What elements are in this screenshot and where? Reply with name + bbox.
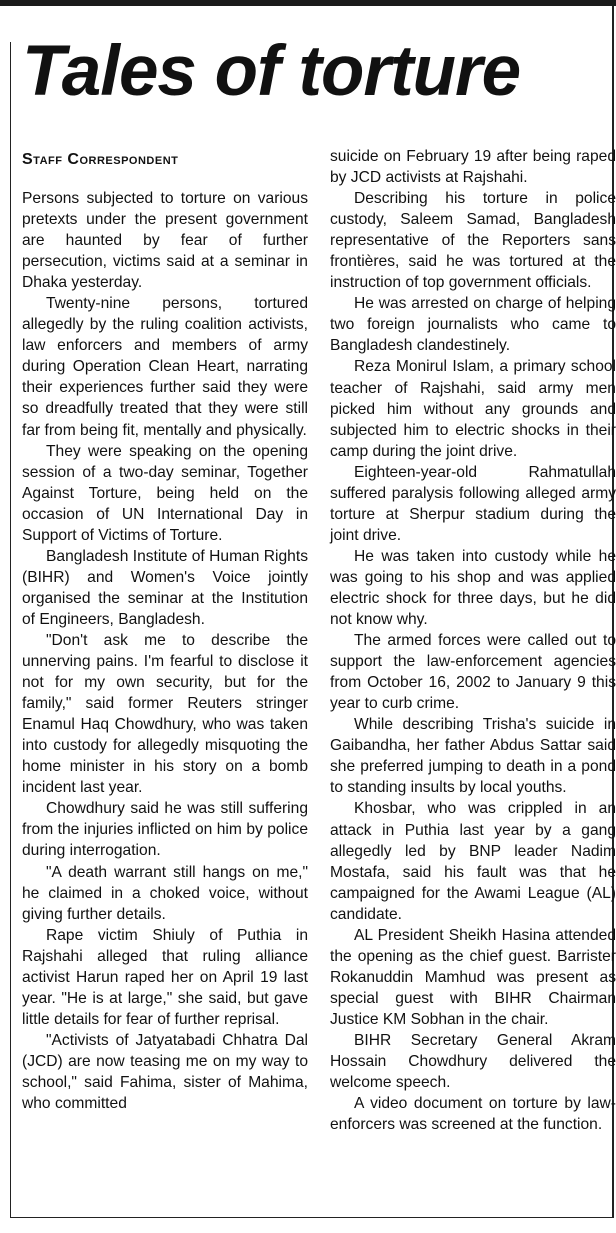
paragraph: AL President Sheikh Hasina attended the opening as the chief guest. Barrister Rokanuddin Mamhud was present as special guest with BIHR Chairman Justice KM Sobhan in the chair. xyxy=(330,926,616,1028)
left-border xyxy=(10,42,11,1217)
paragraph: "Activists of Jatyatabadi Chhatra Dal (JCD) are now teasing me on my way to school," said Fahima, sister of Mahima, who committed xyxy=(22,1031,308,1113)
paragraph: Describing his torture in police custody, Saleem Samad, Bangladesh representative of the Reporters sans frontières, said he was tortured at the instruction of top government officials. xyxy=(330,190,616,292)
paragraph: A video document on torture by law-enforcers was screened at the function. xyxy=(330,1095,616,1134)
paragraph: Bangladesh Institute of Human Rights (BIHR) and Women's Voice jointly organised the seminar at the Institution of Engineers, Bangladesh. xyxy=(22,547,308,628)
right-column xyxy=(330,146,616,1135)
paragraph: Reza Monirul Islam, a primary school teacher of Rajshahi, said army men picked him without any grounds and subjected him to electric shocks in their camp during the joint drive. xyxy=(330,358,616,460)
paragraph: Twenty-nine persons, tortured allegedly by the ruling coalition activists, law enforcers and members of army during Operation Clean Heart, narrating their experiences further said they were so dreadfully treated that they were still far from being fit, mentally and physically. xyxy=(22,295,308,439)
paragraph: He was arrested on charge of helping two foreign journalists who came to Bangladesh clandestinely. xyxy=(330,295,616,355)
paragraph: "A death warrant still hangs on me," he claimed in a choked voice, without giving further details. xyxy=(22,863,308,923)
paragraph: The armed forces were called out to support the law-enforcement agencies from October 16, 2002 to January 9 this year to curb crime. xyxy=(330,632,616,713)
top-border xyxy=(0,0,616,6)
paragraph: Chowdhury said he was still suffering from the injuries inflicted on him by police during interrogation. xyxy=(22,800,308,860)
byline: Staff Correspondent xyxy=(22,151,179,168)
paragraph: He was taken into custody while he was going to his shop and was applied electric shock for three days, but he did not know why. xyxy=(330,547,616,629)
paragraph: BIHR Secretary General Akram Hossain Chowdhury delivered the welcome speech. xyxy=(330,1031,616,1092)
headline: Tales of torture xyxy=(22,32,521,111)
bottom-border xyxy=(10,1217,614,1218)
paragraph: Persons subjected to torture on various pretexts under the present government are haunted by fear of further persecution, victims said at a seminar in Dhaka yesterday. xyxy=(22,190,308,292)
paragraph: They were speaking on the opening session of a two-day seminar, Together Against Torture, being held on the occasion of UN International Day in Support of Victims of Torture. xyxy=(22,442,308,544)
paragraph: "Don't ask me to describe the unnerving pains. I'm fearful to disclose it not for my own security, but for the family," said former Reuters stringer Enamul Haq Chowdhury, who was taken into custody for allegedly misquoting the home minister in his story on a bomb incident last year. xyxy=(22,631,308,797)
paragraph: Eighteen-year-old Rahmatullah suffered paralysis following alleged army torture at Sherpur stadium during the joint drive. xyxy=(330,463,616,544)
left-column xyxy=(22,188,308,1114)
paragraph: Rape victim Shiuly of Puthia in Rajshahi alleged that ruling alliance activist Harun raped her on April 19 last year. "He is at large," she said, but gave little details for fear of further reprisal. xyxy=(22,926,308,1028)
paragraph: While describing Trisha's suicide in Gaibandha, her father Abdus Sattar said she preferred jumping to death in a pond to standing insults by local youths. xyxy=(330,716,616,797)
paragraph: suicide on February 19 after being raped by JCD activists at Rajshahi. xyxy=(330,148,616,187)
paragraph: Khosbar, who was crippled in an attack in Puthia last year by a gang allegedly led by BNP leader Nadim Mostafa, said his fault was that he campaigned for the Awami League (AL) candidate. xyxy=(330,800,616,923)
